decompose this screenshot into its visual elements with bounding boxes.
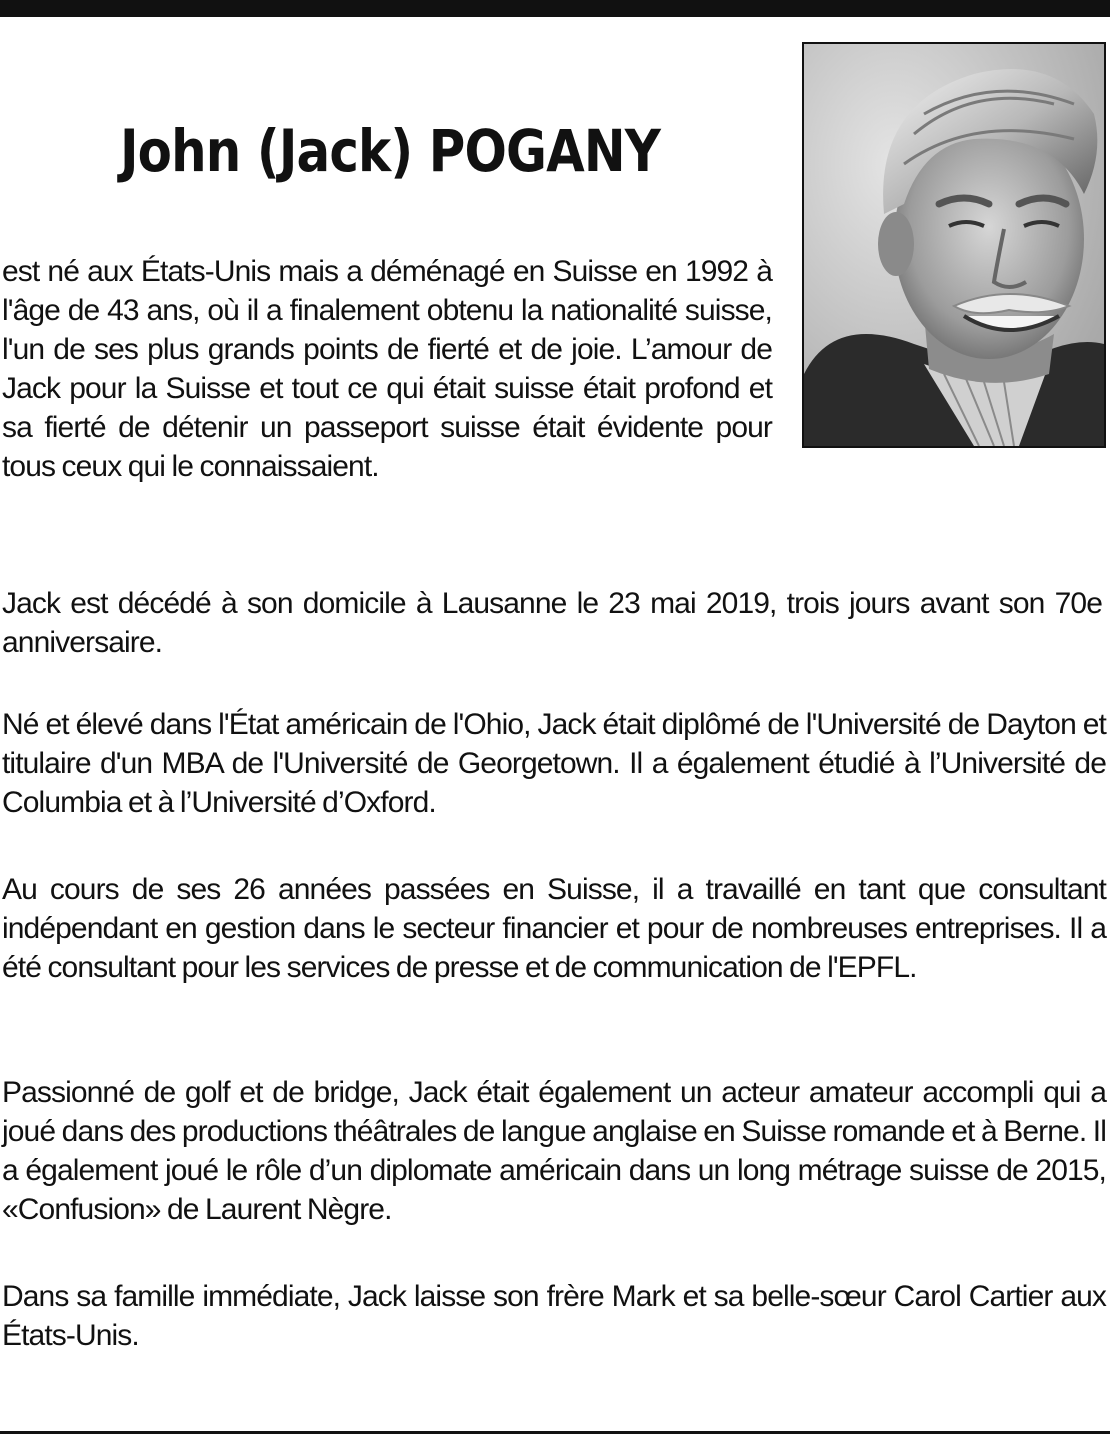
portrait-photo-icon <box>804 44 1104 446</box>
paragraph-career: Au cours de ses 26 années passées en Suisse, il a travaillé en tant que consultant indépendant en gestion dans le secteur financier et pour de nombreuses entreprises. Il a été consultant pour les services de presse et de communication de l'EPFL. <box>2 873 1106 984</box>
paragraph-education: Né et élevé dans l'État américain de l'Ohio, Jack était diplômé de l'Université de Dayton et titulaire d'un MBA de l'Université de Georgetown. Il a également étudié à l’Université de Columbia et à l’Université d’Oxford. <box>2 708 1106 819</box>
bottom-rule <box>0 1431 1110 1434</box>
top-rule <box>0 0 1110 17</box>
paragraph-intro: est né aux États-Unis mais a déménagé en Suisse en 1992 à l'âge de 43 ans, où il a finalement obtenu la nationalité suisse, l'un de ses plus grands points de fierté et de joie. L’amour de Jack pour la Suisse et tout ce qui était suisse était profond et sa fierté de détenir un passeport suisse était évidente pour tous ceux qui le connaissaient. <box>2 255 772 483</box>
deceased-name: John (Jack) POGANY <box>119 117 661 185</box>
paragraph-family: Dans sa famille immédiate, Jack laisse son frère Mark et sa belle-sœur Carol Cartier aux États-Unis. <box>2 1280 1106 1352</box>
paragraph-hobbies: Passionné de golf et de bridge, Jack était également un acteur amateur accompli qui a joué dans des productions théâtrales de langue anglaise en Suisse romande et à Berne. Il a également joué le rôle d’un diplomate américain dans un long métrage suisse de 2015, «Confusion» de Laurent Nègre. <box>2 1076 1106 1226</box>
portrait-photo <box>802 42 1106 448</box>
paragraph-death: Jack est décédé à son domicile à Lausanne le 23 mai 2019, trois jours avant son 70e anniversaire. <box>2 587 1102 659</box>
